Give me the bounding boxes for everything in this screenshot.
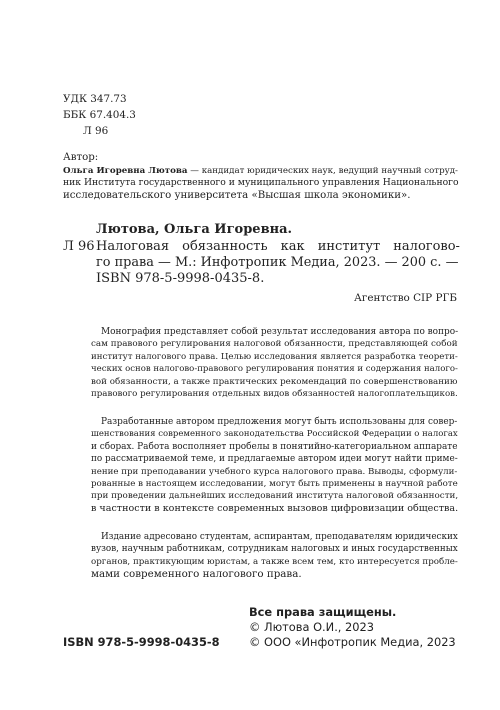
abstract-paragraph-3 [91, 531, 460, 581]
abstract-paragraph-1 [91, 326, 460, 400]
abstract-line: ческих основ налогово-правового регулирования понятия и содержания налого- [91, 364, 458, 375]
bib-heading: Лютова, Ольга Игоревна. [96, 222, 293, 237]
bib-word: налогово- [393, 239, 460, 254]
bib-word: как [280, 239, 305, 254]
bib-code: Л 96 [63, 239, 95, 254]
rights-reserved: Все права защищены. [249, 605, 397, 619]
abstract-line: Разработанные автором предложения могут быть использованы для совер- [101, 417, 458, 427]
copyright-publisher: © ООО «Инфотропик Медиа, 2023 [249, 635, 456, 649]
author-desc-line-3: исследовательского университета «Высшая школа экономики». [63, 189, 411, 201]
abstract-line: Издание адресовано студентам, аспирантам, преподавателям юридических [101, 532, 458, 542]
abstract-line: мами современного налогового права. [91, 568, 302, 581]
author-desc-line-1: — кандидат юридических наук, ведущий научный сотруд- [190, 165, 458, 176]
author-name: Ольга Игоревна Лютова [63, 165, 188, 176]
abstract-line: вузов, научным работникам, сотрудникам налоговых и иных государственных [91, 544, 458, 555]
abstract-line: в частности в контексте современных вызовов цифровизации общества. [91, 502, 459, 514]
abstract-line: правового регулирования отдельных видов обязанностей налогоплательщиков. [91, 389, 458, 400]
udc-code: УДК 347.73 [63, 93, 127, 105]
abstract-line: институт налогового права. Целью исследования является разработка теорети- [91, 351, 458, 362]
bib-word: Налоговая [96, 239, 170, 254]
abstract-line: при проведении дальнейших исследований института налоговой обязанности, [91, 491, 459, 502]
abstract-line: нение при преподавании учебного курса налогового права. Выводы, сформули- [91, 466, 458, 477]
author-desc-line-2: ник Института государственного и муниципального управления Национального [63, 177, 459, 188]
author-label: Автор: [63, 152, 99, 163]
bib-title-line-2: го права — М.: Инфотропик Медиа, 2023. — 200 с. — [96, 255, 459, 270]
copyright-author: © Лютова О.И., 2023 [249, 620, 375, 634]
abstract-line: сам правового регулирования налоговой обязанности, представляющей собой [91, 339, 458, 350]
abstract-line: органов, практикующим юристам, а также всем тем, кто интересуется пробле- [91, 556, 458, 567]
abstract-line: шенствования современного законодательства Российской Федерации о налогах [91, 429, 458, 440]
abstract-line: рованные в настоящем исследовании, могут быть применены в научной работе [91, 479, 458, 490]
abstract-line: по рассматриваемой теме, и предлагаемые автором идеи могут найти приме- [91, 454, 458, 465]
author-description [63, 165, 460, 203]
bib-title-line-1 [96, 239, 460, 255]
isbn: ISBN 978-5-9998-0435-8 [63, 635, 220, 649]
bib-word: обязанность [182, 239, 268, 254]
classification-block [63, 91, 136, 139]
cip-agency: Агентство CIP РГБ [354, 292, 457, 304]
author-block [63, 152, 460, 202]
bib-isbn-line: ISBN 978-5-9998-0435-8. [96, 271, 265, 286]
abstract-line: вой обязанности, а также практических рекомендаций по совершенствованию [91, 376, 458, 387]
bbk-code: ББК 67.404.3 [63, 109, 136, 121]
abstract-line: Монография представляет собой результат исследования автора по вопро- [101, 327, 459, 337]
abstract-line: и сборах. Работа восполняет пробелы в понятийно-категориальном аппарате [91, 441, 458, 452]
abstract-paragraph-2 [91, 416, 460, 515]
bib-word: институт [317, 239, 381, 254]
author-mark: Л 96 [83, 125, 109, 137]
